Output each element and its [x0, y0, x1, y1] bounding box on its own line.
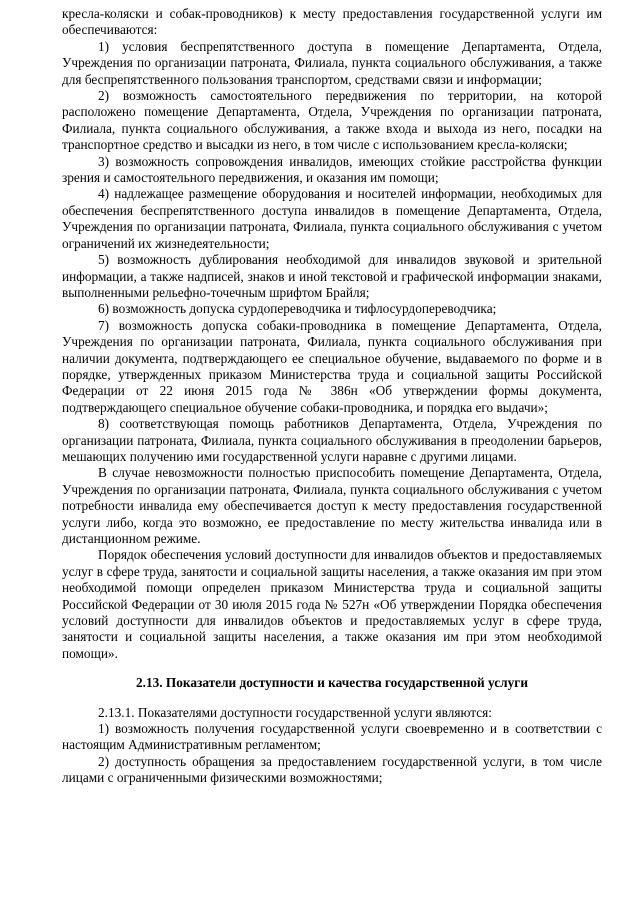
paragraph-indicator-1: 1) возможность получения государственной услуги своевременно и в соответствии с настоящим Административным регламентом; — [62, 721, 602, 753]
paragraph-item-1: 1) условия беспрепятственного доступа в помещение Департамента, Отдела, Учреждения по организации патроната, Филиала, пункта социального обслуживания, а также для беспрепятственного пользования транспортом, средствами связи и информации; — [62, 38, 602, 87]
paragraph-intro-continuation: кресла-коляски и собак-проводников) к месту предоставления государственной услуги им обеспечиваются: — [62, 6, 602, 38]
paragraph-item-5: 5) возможность дублирования необходимой для инвалидов звуковой и зрительной информации, а также надписей, знаков и иной текстовой и графической информации знаками, выполненными рельефно-точечным шрифтом Брайля; — [62, 252, 602, 300]
section-heading: 2.13. Показатели доступности и качества государственной услуги — [135, 675, 528, 691]
document-page — [62, 6, 602, 787]
paragraph-indicator-2: 2) доступность обращения за предоставлением государственной услуги, в том числе лицами с ограниченными физическими возможностями; — [62, 753, 602, 786]
paragraph-item-4: 4) надлежащее размещение оборудования и носителей информации, необходимых для обеспечения беспрепятственного доступа инвалидов в помещение Департамента, Отдела, Учреждения по организации патроната, Филиала, пункта социального обслуживания с учетом ограничений их жизнедеятельности; — [62, 186, 602, 251]
paragraph-procedure: Порядок обеспечения условий доступности для инвалидов объектов и предоставляемых услуг в сфере труда, занятости и социальной защиты населения, а также оказания им при этом необходимой помощи определен приказом Министерства труда и социальной защиты Российской Федерации от 30 июля 2015 года № 527н «Об утверждении Порядка обеспечения условий доступности для инвалидов объектов и предоставляемых услуг в сфере труда, занятости и социальной защиты населения, а также оказания им при этом необходимой помощи». — [62, 547, 602, 661]
paragraph-item-7: 7) возможность допуска собаки-проводника в помещение Департамента, Отдела, Учреждения по организации патроната, Филиала, пункта социального обслуживания при наличии документа, подтверждающего ее специальное обучение, выдаваемого по форме и в порядке, утвержденных приказом Министерства труда и социальной защиты Российской Федерации от 22 июня 2015 года № 386н «Об утверждении формы документа, подтверждающего специальное обучение собаки-проводника, и порядка его выдачи»; — [62, 317, 602, 415]
paragraph-impossibility: В случае невозможности полностью приспособить помещение Департамента, Отдела, Учреждения по организации патроната, Филиала, пункта социального обслуживания с учетом потребности инвалида ему обеспечивается доступ к месту предоставления государственной услуги либо, когда это возможно, ее предоставление по месту жительства инвалида или в дистанционном режиме. — [62, 465, 602, 546]
paragraph-item-2: 2) возможность самостоятельного передвижения по территории, на которой расположено помещение Департамента, Отдела, Учреждения по организации патроната, Филиала, пункта социального обслуживания, а также входа и выхода из него, посадки на транспортное средство и высадки из него, в том числе с использованием кресла-коляски; — [62, 88, 602, 153]
paragraph-item-6: 6) возможность допуска сурдопереводчика и тифлосурдопереводчика; — [98, 301, 497, 317]
paragraph-indicators: 2.13.1. Показателями доступности государственной услуги являются: — [98, 704, 492, 720]
paragraph-item-8: 8) соответствующая помощь работников Департамента, Отдела, Учреждения по организации патроната, Филиала, пункта социального обслуживания в преодолении барьеров, мешающих получению ими государственной услуги наравне с другими лицами. — [62, 416, 602, 464]
paragraph-item-3: 3) возможность сопровождения инвалидов, имеющих стойкие расстройства функции зрения и самостоятельного передвижения, и оказания им помощи; — [62, 153, 602, 186]
